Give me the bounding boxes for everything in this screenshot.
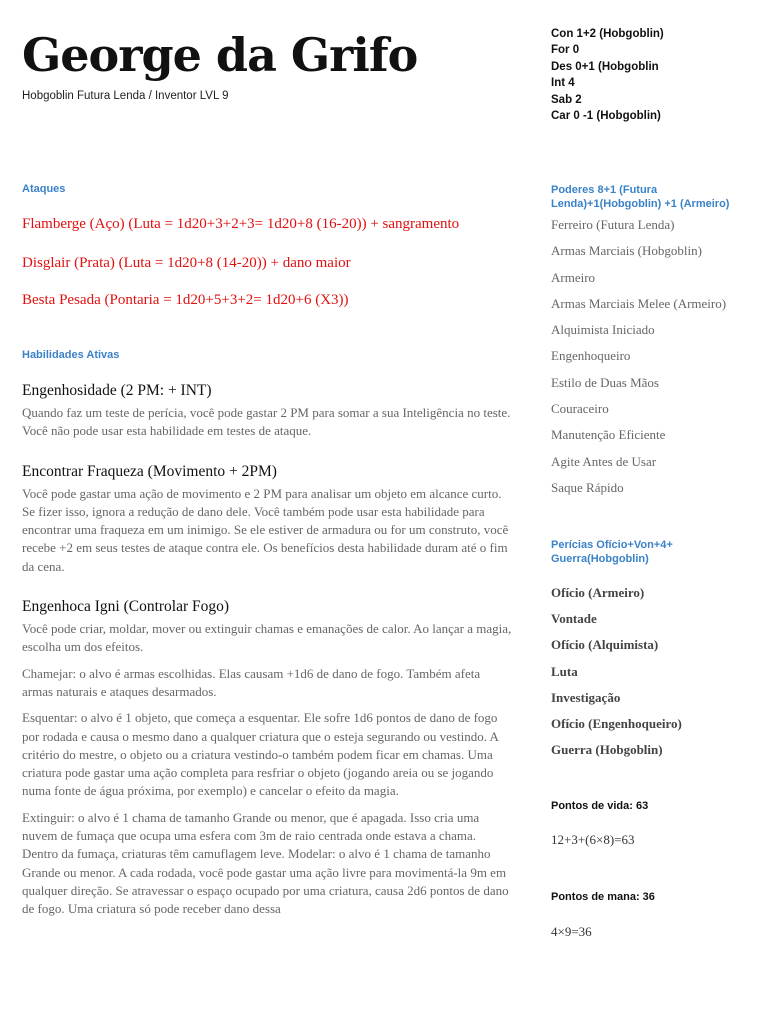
ability-description: Você pode gastar uma ação de movimento e 2 PM para analisar um objeto em alcance curto. Se fizer isso, ignora a redução de dano dele. Você também pode usar esta habilidade para encontrar uma fraqueza em um inimigo. Se ele estiver de armadura ou for um construto, você recebe +2 em seus testes de ataque contra ele. Os benefícios desta habilidade duram até o fim da cena.	[22, 485, 509, 574]
list-item: Engenhoqueiro	[551, 348, 631, 364]
poderes-list	[551, 216, 726, 505]
poderes-heading: Poderes 8+1 (Futura Lenda)+1(Hobgoblin) +1 (Armeiro)	[551, 184, 730, 210]
ability-esquentar: Esquentar: o alvo é 1 objeto, que começa a esquentar. Ele sofre 1d6 pontos de dano de fogo por rodada e causa o mesmo dano a qualquer criatura que o esteja segurando ou vestindo. A critério do mestre, o objeto ou a criatura vestindo-o também podem ficar em chamas. Uma criatura pode gastar uma ação completa para resfriar o objeto (jogando areia ou se jogando numa fonte de água próxima, por exemplo) e cancelar o efeito da magia.	[22, 710, 499, 799]
list-item: Couraceiro	[551, 401, 609, 417]
stat-sab: Sab 2	[551, 93, 582, 106]
page-title: George da Grifo	[22, 28, 418, 82]
list-item: Agite Antes de Usar	[551, 453, 657, 469]
list-item: Manutenção Eficiente	[551, 427, 666, 443]
abilities-list	[22, 382, 514, 931]
ability-description: Você pode criar, moldar, mover ou extinguir chamas e emanações de calor. Ao lançar a magia, escolha um dos efeitos.	[22, 621, 512, 655]
list-item: Saque Rápido	[551, 479, 624, 495]
list-item: Vontade	[551, 611, 597, 627]
pontos-mana-label: Pontos de mana: 36	[551, 891, 655, 903]
list-item: Investigação	[551, 689, 621, 705]
ability-engenhosidade	[22, 382, 514, 441]
list-item: Armas Marciais (Hobgoblin)	[551, 243, 702, 259]
pontos-mana-formula: 4×9=36	[551, 924, 592, 939]
list-item: Armas Marciais Melee (Armeiro)	[551, 295, 727, 311]
stat-for: For 0	[551, 44, 580, 57]
pericias-heading: Perícias Ofício+Von+4+ Guerra(Hobgoblin)	[551, 539, 673, 565]
list-item: Guerra (Hobgoblin)	[551, 742, 663, 758]
ability-title: Engenhosidade (2 PM: + INT)	[22, 382, 212, 399]
attack-flamberge: Flamberge (Aço) (Luta = 1d20+3+2+3= 1d20+8 (16-20)) + sangramento	[22, 216, 460, 232]
pericias-list	[551, 584, 682, 767]
list-item: Ofício (Engenhoqueiro)	[551, 715, 682, 731]
ability-encontrar-fraqueza	[22, 463, 514, 576]
pontos-vida-formula: 12+3+(6×8)=63	[551, 832, 635, 847]
stat-con: Con 1+2 (Hobgoblin)	[551, 28, 664, 40]
ability-title: Engenhoca Igni (Controlar Fogo)	[22, 598, 230, 616]
stat-car: Car 0 -1 (Hobgoblin)	[551, 110, 661, 123]
attack-disglair: Disglair (Prata) (Luta = 1d20+8 (14-20)) + dano maior	[22, 255, 351, 271]
ability-title: Encontrar Fraqueza (Movimento + 2PM)	[22, 462, 277, 480]
ability-chamejar: Chamejar: o alvo é armas escolhidas. Elas causam +1d6 de dano de fogo. Também afeta armas naturais e ataques desarmados.	[22, 665, 481, 699]
ability-engenhoca-igni	[22, 598, 514, 918]
character-subtitle: Hobgoblin Futura Lenda / Inventor LVL 9	[22, 90, 229, 102]
ability-extinguir: Extinguir: o alvo é 1 chama de tamanho Grande ou menor, que é apagada. Isso cria uma nuvem de fumaça que ocupa uma esfera com 3m de raio centrada onde estava a chama. Dentro da fumaça, criaturas têm camuflagem leve. Modelar: o alvo é 1 chama de tamanho Grande ou menor. A cada rodada, você pode gastar uma ação livre para movimentá-la 9m em qualquer direção. Se atravessar o espaço ocupado por uma criatura, causa 2d6 pontos de dano de fogo. Uma criatura só pode receber dano dessa	[22, 809, 509, 917]
list-item: Ferreiro (Futura Lenda)	[551, 217, 675, 232]
list-item: Estilo de Duas Mãos	[551, 374, 659, 390]
list-item: Ofício (Alquimista)	[551, 637, 659, 653]
list-item: Ofício (Armeiro)	[551, 585, 645, 600]
list-item: Alquimista Iniciado	[551, 322, 655, 338]
stat-int: Int 4	[551, 77, 575, 90]
attack-besta-pesada: Besta Pesada (Pontaria = 1d20+5+3+2= 1d20+6 (X3))	[22, 292, 349, 308]
habilidades-heading: Habilidades Ativas	[22, 349, 120, 361]
pontos-vida-label: Pontos de vida: 63	[551, 800, 649, 812]
ability-description: Quando faz um teste de perícia, você pode gastar 2 PM para somar a sua Inteligência no teste. Você não pode usar esta habilidade em testes de ataque.	[22, 405, 511, 439]
list-item: Luta	[551, 663, 578, 679]
list-item: Armeiro	[551, 269, 596, 285]
ataques-heading: Ataques	[22, 183, 66, 195]
attribute-stats	[551, 26, 664, 124]
stat-des: Des 0+1 (Hobgoblin	[551, 60, 659, 73]
